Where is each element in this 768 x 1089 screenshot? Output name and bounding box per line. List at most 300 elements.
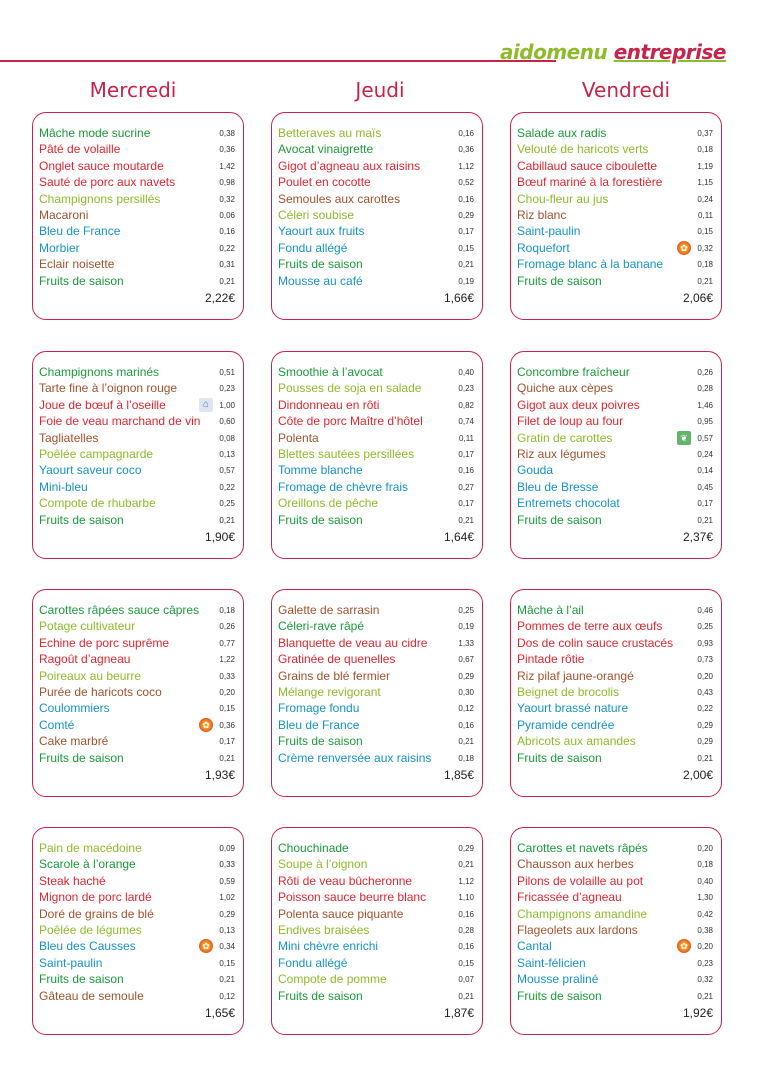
menu-item-name: Pousses de soja en salade bbox=[278, 381, 422, 396]
menu-item bbox=[517, 495, 713, 511]
menu-item bbox=[517, 141, 713, 157]
menu-item bbox=[39, 125, 235, 141]
menu-item bbox=[39, 240, 235, 256]
menu-item-name: Avocat vinaigrette bbox=[278, 142, 374, 157]
menu-item bbox=[517, 191, 713, 207]
menu-item bbox=[517, 840, 713, 856]
menu-item-price: 0,24 bbox=[697, 194, 713, 204]
menu-item-price: 0,21 bbox=[219, 753, 235, 763]
menu-item-name: Gigot aux deux poivres bbox=[517, 397, 640, 412]
menu-item-name: Mousse praliné bbox=[517, 972, 599, 987]
menu-item-name: Carottes et navets râpés bbox=[517, 841, 648, 855]
menu-item bbox=[278, 256, 474, 272]
menu-item bbox=[39, 273, 235, 289]
menu-item-price: 0,51 bbox=[219, 368, 235, 377]
menu-item bbox=[517, 256, 713, 272]
menu-item-price: 0,08 bbox=[219, 433, 235, 443]
menu-card-jeudi-week4 bbox=[271, 827, 483, 1035]
menu-item-name: Mini-bleu bbox=[39, 479, 88, 494]
menu-item-name: Gigot d’agneau aux raisins bbox=[278, 158, 421, 173]
leaf-icon: ❦ bbox=[677, 431, 691, 445]
menu-item-price: 0,29 bbox=[219, 909, 235, 919]
menu-item bbox=[278, 856, 474, 872]
menu-item bbox=[278, 413, 474, 429]
flower-icon: ✿ bbox=[199, 939, 213, 953]
menu-item-price: 0,42 bbox=[697, 909, 713, 919]
menu-item-name: Cake marbré bbox=[39, 734, 109, 749]
menu-item-name: Cabillaud sauce ciboulette bbox=[517, 158, 658, 173]
menu-item-price: 0,45 bbox=[697, 482, 713, 492]
menu-item-price: 1,15 bbox=[697, 178, 713, 188]
menu-item bbox=[517, 618, 713, 634]
menu-item bbox=[39, 717, 235, 733]
menu-item-name: Poêlée campagnarde bbox=[39, 446, 154, 461]
menu-item bbox=[39, 174, 235, 190]
menu-item-list bbox=[39, 125, 235, 289]
menu-item-name: Yaourt brassé nature bbox=[517, 701, 629, 716]
menu-item bbox=[39, 955, 235, 971]
menu-item-name: Mélange revigorant bbox=[278, 684, 381, 699]
menu-item bbox=[517, 668, 713, 684]
menu-item bbox=[39, 207, 235, 223]
menu-item-name: Saint-paulin bbox=[39, 955, 103, 970]
menu-item bbox=[278, 240, 474, 256]
menu-item-price: 0,21 bbox=[458, 260, 474, 270]
menu-total: 2,22€ bbox=[204, 291, 235, 305]
menu-item-name: Fromage blanc à la banane bbox=[517, 257, 664, 272]
menu-item bbox=[517, 988, 713, 1004]
menu-item bbox=[517, 700, 713, 716]
menu-item bbox=[278, 207, 474, 223]
day-title-vendredi: Vendredi bbox=[581, 78, 671, 102]
menu-item-name: Pyramide cendrée bbox=[517, 717, 615, 732]
menu-item-price: 0,18 bbox=[458, 753, 474, 763]
menu-item-name: Champignons marinés bbox=[39, 365, 160, 379]
menu-item-name: Ragoût d’agneau bbox=[39, 652, 131, 667]
menu-item bbox=[517, 938, 713, 954]
menu-item bbox=[278, 158, 474, 174]
menu-item-price: 0,95 bbox=[697, 417, 713, 427]
menu-item-name: Gratin de carottes bbox=[517, 430, 613, 445]
menu-item-name: Compote de pomme bbox=[278, 972, 387, 987]
menu-item-name: Quiche aux cèpes bbox=[517, 381, 614, 396]
menu-item-name: Potage cultivateur bbox=[39, 619, 136, 634]
menu-item-name: Polenta bbox=[278, 430, 319, 445]
menu-item bbox=[278, 733, 474, 749]
menu-item bbox=[278, 971, 474, 987]
menu-item-list bbox=[517, 125, 713, 289]
menu-item-price: 0,16 bbox=[458, 942, 474, 952]
menu-item bbox=[278, 380, 474, 396]
menu-item-name: Echine de porc suprême bbox=[39, 635, 170, 650]
menu-item-price: 1,42 bbox=[219, 161, 235, 171]
menu-item-name: Poêlée de légumes bbox=[39, 922, 142, 937]
menu-item-name: Beignet de brocolis bbox=[517, 684, 620, 699]
menu-item-price: 0,14 bbox=[697, 466, 713, 476]
menu-item-name: Carottes râpées sauce câpres bbox=[39, 603, 200, 617]
menu-item-price: 0,29 bbox=[458, 671, 474, 681]
menu-item-price: 0,21 bbox=[458, 860, 474, 870]
menu-item-name: Mousse au café bbox=[278, 273, 363, 288]
menu-item bbox=[39, 922, 235, 938]
menu-item-price: 0,57 bbox=[219, 466, 235, 476]
menu-item-name: Chausson aux herbes bbox=[517, 857, 634, 872]
menu-item-price: 0,31 bbox=[219, 260, 235, 270]
menu-item-name: Céleri soubise bbox=[278, 207, 355, 222]
menu-item-price: 0,21 bbox=[697, 515, 713, 525]
menu-item-price: 0,07 bbox=[458, 975, 474, 985]
menu-item-name: Bleu des Causses bbox=[39, 939, 136, 954]
menu-item bbox=[278, 840, 474, 856]
menu-item bbox=[517, 240, 713, 256]
menu-item-price: 0,98 bbox=[219, 178, 235, 188]
menu-item-name: Céleri-rave râpé bbox=[278, 619, 365, 634]
menu-item bbox=[39, 380, 235, 396]
menu-item-list bbox=[278, 125, 474, 289]
menu-item-name: Sauté de porc aux navets bbox=[39, 175, 176, 190]
menu-item-price: 0,17 bbox=[458, 499, 474, 509]
menu-item-name: Champignons persillés bbox=[39, 191, 161, 206]
menu-item bbox=[517, 380, 713, 396]
menu-item-price: 0,21 bbox=[458, 991, 474, 1001]
menu-item-name: Oreillons de pêche bbox=[278, 496, 379, 511]
menu-item-name: Comté bbox=[39, 717, 75, 732]
menu-item-name: Pilons de volaille au pot bbox=[517, 873, 644, 888]
menu-item bbox=[517, 955, 713, 971]
menu-item bbox=[517, 651, 713, 667]
menu-item-price: 0,18 bbox=[697, 145, 713, 155]
menu-item-name: Mignon de porc lardé bbox=[39, 890, 152, 905]
menu-item-name: Fruits de saison bbox=[39, 273, 124, 288]
menu-item bbox=[517, 602, 713, 618]
menu-item bbox=[39, 364, 235, 380]
menu-item-name: Scarole à l’orange bbox=[39, 857, 136, 872]
menu-item bbox=[278, 906, 474, 922]
menu-item bbox=[278, 651, 474, 667]
menu-item-price: 0,09 bbox=[219, 844, 235, 853]
menu-item bbox=[39, 988, 235, 1004]
menu-item bbox=[278, 700, 474, 716]
menu-total: 1,65€ bbox=[204, 1006, 235, 1020]
menu-item bbox=[517, 684, 713, 700]
menu-item bbox=[517, 430, 713, 446]
brand-part2: entreprise bbox=[613, 40, 726, 64]
menu-item bbox=[278, 955, 474, 971]
menu-item-name: Velouté de haricots verts bbox=[517, 142, 649, 157]
menu-item bbox=[39, 256, 235, 272]
menu-item-price: 0,11 bbox=[459, 433, 474, 443]
menu-item bbox=[39, 889, 235, 905]
menu-item-price: 0,26 bbox=[219, 622, 235, 632]
menu-item bbox=[278, 618, 474, 634]
menu-total: 1,66€ bbox=[443, 291, 474, 305]
menu-item bbox=[39, 635, 235, 651]
menu-item bbox=[278, 938, 474, 954]
menu-item-name: Crème renversée aux raisins bbox=[278, 750, 432, 765]
menu-item bbox=[278, 750, 474, 766]
menu-item-price: 0,21 bbox=[697, 276, 713, 286]
menu-item-list bbox=[39, 602, 235, 766]
menu-item bbox=[517, 364, 713, 380]
menu-item-name: Fruits de saison bbox=[278, 257, 363, 272]
menu-total: 2,06€ bbox=[682, 291, 713, 305]
menu-item-price: 0,60 bbox=[219, 417, 235, 427]
menu-item bbox=[39, 873, 235, 889]
menu-item-name: Fruits de saison bbox=[39, 512, 124, 527]
menu-item-name: Bleu de France bbox=[39, 224, 121, 239]
menu-item bbox=[517, 889, 713, 905]
menu-item bbox=[517, 873, 713, 889]
menu-total: 2,00€ bbox=[682, 768, 713, 782]
menu-item-price: 0,29 bbox=[458, 210, 474, 220]
menu-item-price: 0,15 bbox=[458, 958, 474, 968]
brand-part1: aidomenu bbox=[499, 40, 608, 64]
menu-item bbox=[278, 684, 474, 700]
menu-item bbox=[278, 479, 474, 495]
menu-item bbox=[39, 906, 235, 922]
flower-icon: ✿ bbox=[677, 939, 691, 953]
menu-item-price: 0,59 bbox=[219, 876, 235, 886]
menu-item-price: 0,82 bbox=[458, 400, 474, 410]
menu-item-name: Poireaux au beurre bbox=[39, 668, 142, 683]
menu-item-list bbox=[517, 840, 713, 1004]
menu-card-mercredi-week1 bbox=[32, 112, 244, 320]
menu-item-price: 0,74 bbox=[458, 417, 474, 427]
menu-item-price: 0,19 bbox=[458, 276, 474, 286]
menu-card-vendredi-week2 bbox=[510, 351, 722, 559]
menu-item bbox=[517, 971, 713, 987]
menu-item-name: Roquefort bbox=[517, 240, 570, 255]
menu-item-price: 1,22 bbox=[219, 655, 235, 665]
menu-item bbox=[278, 922, 474, 938]
menu-item bbox=[278, 495, 474, 511]
menu-card-mercredi-week2 bbox=[32, 351, 244, 559]
menu-item-name: Grains de blé fermier bbox=[278, 668, 391, 683]
menu-item bbox=[278, 191, 474, 207]
menu-item-price: 0,40 bbox=[458, 368, 474, 377]
menu-total: 1,90€ bbox=[204, 530, 235, 544]
menu-item-name: Poisson sauce beurre blanc bbox=[278, 890, 427, 905]
menu-item bbox=[278, 430, 474, 446]
menu-item-price: 0,77 bbox=[219, 638, 235, 648]
menu-item bbox=[278, 717, 474, 733]
menu-item bbox=[39, 733, 235, 749]
menu-item-name: Yaourt aux fruits bbox=[278, 224, 365, 239]
menu-item bbox=[278, 668, 474, 684]
menu-item-name: Concombre fraîcheur bbox=[517, 365, 630, 379]
menu-item-price: 0,29 bbox=[697, 737, 713, 747]
menu-item bbox=[278, 125, 474, 141]
menu-item-price: 0,67 bbox=[458, 655, 474, 665]
menu-item-price: 0,16 bbox=[458, 720, 474, 730]
menu-item-price: 1,12 bbox=[458, 161, 474, 171]
menu-card-vendredi-week4 bbox=[510, 827, 722, 1035]
menu-item-name: Semoules aux carottes bbox=[278, 191, 401, 206]
house-icon: ⌂ bbox=[199, 398, 213, 412]
menu-item-price: 0,20 bbox=[697, 671, 713, 681]
menu-item-price: 1,33 bbox=[458, 638, 474, 648]
menu-item bbox=[39, 684, 235, 700]
menu-item-list bbox=[39, 840, 235, 1004]
menu-item bbox=[39, 462, 235, 478]
menu-item-price: 0,13 bbox=[219, 449, 235, 459]
menu-item-price: 0,21 bbox=[219, 515, 235, 525]
menu-item bbox=[39, 223, 235, 239]
menu-item bbox=[39, 618, 235, 634]
menu-item-name: Champignons amandine bbox=[517, 906, 648, 921]
menu-item-price: 0,33 bbox=[219, 860, 235, 870]
menu-item bbox=[39, 651, 235, 667]
menu-item bbox=[39, 413, 235, 429]
menu-item-name: Fruits de saison bbox=[517, 273, 602, 288]
menu-item-name: Fromage fondu bbox=[278, 701, 360, 716]
menu-item bbox=[278, 174, 474, 190]
menu-item-name: Tagliatelles bbox=[39, 430, 99, 445]
menu-item-name: Bleu de Bresse bbox=[517, 479, 599, 494]
menu-item-name: Fruits de saison bbox=[278, 988, 363, 1003]
menu-item-price: 0,21 bbox=[458, 737, 474, 747]
menu-item-price: 0,16 bbox=[458, 909, 474, 919]
menu-item-price: 0,57 bbox=[697, 433, 713, 443]
menu-item-price: 0,21 bbox=[219, 276, 235, 286]
flower-icon: ✿ bbox=[199, 718, 213, 732]
menu-item-name: Fruits de saison bbox=[517, 512, 602, 527]
menu-item-price: 0,36 bbox=[219, 145, 235, 155]
menu-item-name: Fromage de chèvre frais bbox=[278, 479, 409, 494]
menu-item-price: 0,22 bbox=[697, 704, 713, 714]
menu-item-price: 0,26 bbox=[697, 368, 713, 377]
menu-item-price: 0,25 bbox=[697, 622, 713, 632]
menu-item-price: 0,21 bbox=[219, 975, 235, 985]
menu-item bbox=[39, 856, 235, 872]
menu-item-price: 0,18 bbox=[697, 260, 713, 270]
menu-item bbox=[517, 413, 713, 429]
menu-total: 1,92€ bbox=[682, 1006, 713, 1020]
menu-item-name: Chouchinade bbox=[278, 841, 349, 855]
menu-item-name: Foie de veau marchand de vin bbox=[39, 414, 201, 429]
menu-item bbox=[517, 906, 713, 922]
menu-item bbox=[517, 174, 713, 190]
menu-item-price: 0,12 bbox=[219, 991, 235, 1001]
menu-item-name: Blettes sautées persillées bbox=[278, 446, 415, 461]
menu-item-price: 0,20 bbox=[697, 942, 713, 952]
menu-total: 2,37€ bbox=[682, 530, 713, 544]
menu-item-price: 0,18 bbox=[219, 606, 235, 615]
menu-item bbox=[39, 158, 235, 174]
menu-item-name: Gâteau de semoule bbox=[39, 988, 144, 1003]
menu-item-name: Fondu allégé bbox=[278, 955, 348, 970]
menu-item bbox=[278, 873, 474, 889]
menu-item-list bbox=[517, 364, 713, 528]
menu-item-price: 0,15 bbox=[458, 243, 474, 253]
menu-item bbox=[517, 733, 713, 749]
menu-item bbox=[39, 495, 235, 511]
menu-item bbox=[517, 922, 713, 938]
menu-item-price: 0,16 bbox=[219, 227, 235, 237]
menu-item-price: 0,17 bbox=[219, 737, 235, 747]
menu-item-name: Gratinée de quenelles bbox=[278, 652, 396, 667]
menu-item-price: 1,12 bbox=[458, 876, 474, 886]
menu-item-price: 0,16 bbox=[458, 194, 474, 204]
menu-item-price: 0,23 bbox=[458, 384, 474, 394]
menu-item-name: Entremets chocolat bbox=[517, 496, 620, 511]
menu-item-name: Riz aux légumes bbox=[517, 446, 606, 461]
menu-item-price: 0,15 bbox=[697, 227, 713, 237]
menu-item bbox=[278, 364, 474, 380]
menu-item-name: Polenta sauce piquante bbox=[278, 906, 404, 921]
menu-item-name: Fricassée d’agneau bbox=[517, 890, 622, 905]
day-title-mercredi: Mercredi bbox=[89, 78, 177, 102]
menu-card-jeudi-week3 bbox=[271, 589, 483, 797]
menu-item bbox=[517, 479, 713, 495]
day-title-jeudi: Jeudi bbox=[355, 78, 405, 102]
menu-total: 1,87€ bbox=[443, 1006, 474, 1020]
menu-item-name: Fruits de saison bbox=[517, 988, 602, 1003]
menu-item-name: Galette de sarrasin bbox=[278, 603, 380, 617]
menu-item bbox=[517, 158, 713, 174]
menu-item-price: 0,20 bbox=[219, 687, 235, 697]
menu-item bbox=[39, 446, 235, 462]
menu-item bbox=[517, 223, 713, 239]
menu-card-jeudi-week2 bbox=[271, 351, 483, 559]
menu-item-price: 0,37 bbox=[697, 129, 713, 138]
menu-item-name: Mâche à l’ail bbox=[517, 603, 584, 617]
menu-item bbox=[517, 512, 713, 528]
menu-item-price: 0,73 bbox=[697, 655, 713, 665]
menu-item bbox=[39, 602, 235, 618]
menu-item-list bbox=[517, 602, 713, 766]
menu-item-name: Pommes de terre aux œufs bbox=[517, 619, 663, 634]
menu-item bbox=[278, 223, 474, 239]
menu-item-price: 0,21 bbox=[697, 991, 713, 1001]
menu-item-price: 0,38 bbox=[219, 129, 235, 138]
menu-item-name: Poulet en cocotte bbox=[278, 175, 371, 190]
menu-item-name: Flageolets aux lardons bbox=[517, 922, 638, 937]
menu-item-price: 0,17 bbox=[458, 449, 474, 459]
menu-item-price: 0,28 bbox=[458, 925, 474, 935]
menu-item-list bbox=[278, 364, 474, 528]
menu-item-name: Joue de bœuf à l’oseille bbox=[39, 397, 166, 412]
menu-item bbox=[278, 988, 474, 1004]
menu-item-name: Eclair noisette bbox=[39, 257, 115, 272]
menu-item-price: 0,23 bbox=[219, 384, 235, 394]
menu-item-name: Saint-félicien bbox=[517, 955, 586, 970]
menu-item bbox=[278, 446, 474, 462]
menu-item bbox=[39, 479, 235, 495]
menu-item-price: 0,19 bbox=[458, 622, 474, 632]
menu-item-name: Doré de grains de blé bbox=[39, 906, 154, 921]
menu-item-price: 0,25 bbox=[219, 499, 235, 509]
menu-item bbox=[517, 856, 713, 872]
menu-item-name: Fruits de saison bbox=[278, 512, 363, 527]
menu-item-price: 0,12 bbox=[458, 704, 474, 714]
menu-item bbox=[517, 397, 713, 413]
menu-item-list bbox=[278, 602, 474, 766]
menu-item-price: 1,19 bbox=[697, 161, 713, 171]
menu-card-jeudi-week1 bbox=[271, 112, 483, 320]
menu-item-name: Riz blanc bbox=[517, 207, 567, 222]
menu-item-price: 0,21 bbox=[697, 753, 713, 763]
menu-item bbox=[39, 750, 235, 766]
menu-item-price: 0,15 bbox=[219, 958, 235, 968]
menu-card-mercredi-week4 bbox=[32, 827, 244, 1035]
menu-item-name: Chou-fleur au jus bbox=[517, 191, 609, 206]
menu-item bbox=[39, 512, 235, 528]
menu-item-name: Yaourt saveur coco bbox=[39, 463, 142, 478]
menu-item-price: 0,29 bbox=[458, 844, 474, 853]
menu-item bbox=[39, 700, 235, 716]
menu-item-name: Coulommiers bbox=[39, 701, 110, 716]
